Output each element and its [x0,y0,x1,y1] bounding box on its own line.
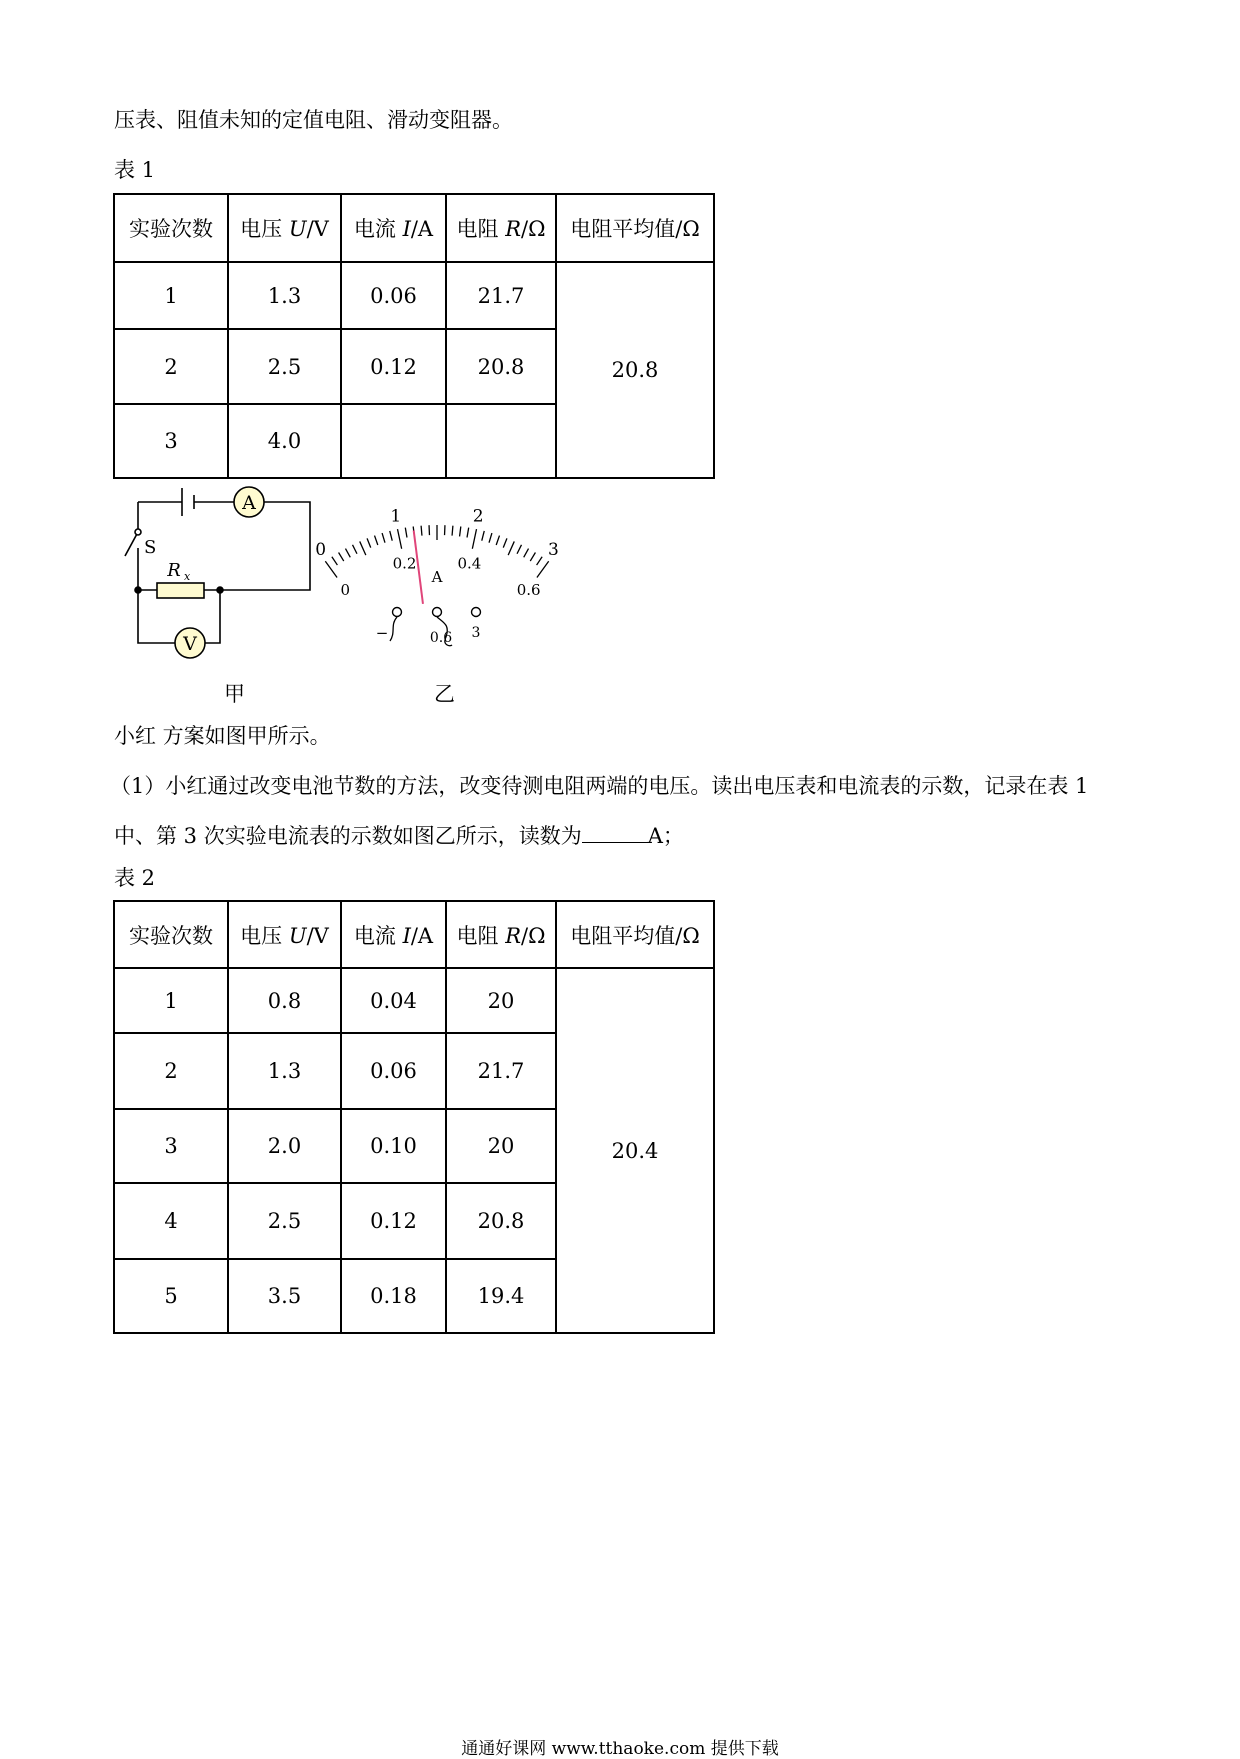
cell-current: 0.18 [341,1259,446,1333]
cell-trial: 1 [114,262,228,329]
cell-voltage: 1.3 [228,262,341,329]
resistor-label: R [166,560,181,581]
header-average: 电阻平均值/Ω [556,194,714,262]
dial-tick [405,528,407,538]
resistor-subscript: x [184,570,191,583]
circuit-diagram [100,480,330,660]
table-row [114,968,714,1033]
table-2 [113,900,715,1334]
dial-tick [489,533,492,543]
dial-tick [339,552,344,561]
header-current: 电流 I/A [341,901,446,968]
table1-header-row [114,194,714,262]
dial-tick [508,541,514,555]
cell-current [341,404,446,478]
cell-trial: 4 [114,1183,228,1259]
cell-trial: 3 [114,404,228,478]
paragraph-scheme: 小红 方案如图甲所示。 [114,726,331,747]
cell-voltage: 0.8 [228,968,341,1033]
dial-tick [482,531,484,541]
cell-average: 20.8 [556,262,714,478]
upper-scale-3: 3 [548,540,559,560]
dial-tick [332,557,338,565]
dial-tick [517,545,521,554]
cell-resistance: 19.4 [446,1259,556,1333]
header-voltage: 电压 U/V [228,194,341,262]
dial-tick [375,536,378,545]
dial-tick [353,545,357,554]
terminal-negative-label: − [376,624,389,642]
lower-scale-1: 0.2 [393,554,417,572]
dial-tick [537,557,543,565]
header-trial: 实验次数 [114,194,228,262]
switch-label: S [144,537,156,558]
cell-average: 20.4 [556,968,714,1333]
cell-trial: 3 [114,1109,228,1183]
dial-tick [537,561,549,577]
answer-blank[interactable] [582,824,648,843]
header-resistance: 电阻 R/Ω [446,901,556,968]
cell-trial: 1 [114,968,228,1033]
header-resistance: 电阻 R/Ω [446,194,556,262]
intro-line: 压表、阻值未知的定值电阻、滑动变阻器。 [114,110,513,131]
upper-scale-1: 1 [390,506,401,526]
cell-trial: 5 [114,1259,228,1333]
dial-tick [390,531,392,541]
lower-scale-0: 0 [341,581,351,599]
terminal-negative-icon [393,608,402,617]
dial-tick [382,533,385,543]
figure-yi-caption: 乙 [434,684,455,705]
figure-jia-caption: 甲 [224,684,245,705]
cell-resistance [446,404,556,478]
page-footer: 通通好课网 www.tthaoke.com 提供下载 [0,1734,1240,1759]
resistor-icon [157,583,204,598]
paragraph-question-1-cont: 中、第 3 次实验电流表的示数如图乙所示，读数为 A； [114,824,684,847]
paragraph-question-1: （1）小红通过改变电池节数的方法，改变待测电阻两端的电压。读出电压表和电流表的示数，记录在表 1 [110,776,1088,797]
upper-scale-0: 0 [315,540,326,560]
cell-resistance: 20 [446,1109,556,1183]
cell-voltage: 2.5 [228,1183,341,1259]
cell-resistance: 21.7 [446,1033,556,1109]
table-row [114,262,714,329]
voltmeter-label: V [182,633,197,655]
lower-scale-3: 0.6 [517,581,541,599]
cell-resistance: 20.8 [446,1183,556,1259]
dial-tick [472,529,476,549]
cell-voltage: 1.3 [228,1033,341,1109]
cell-voltage: 2.5 [228,329,341,404]
table1-caption: 表 1 [114,160,155,181]
dial-tick [467,528,469,538]
terminal-3-label: 3 [472,625,481,641]
cell-resistance: 20.8 [446,329,556,404]
dial-tick [530,552,535,561]
header-current: 电流 I/A [341,194,446,262]
dial-tick [452,526,453,536]
header-voltage: 电压 U/V [228,901,341,968]
cell-current: 0.12 [341,1183,446,1259]
cell-current: 0.06 [341,1033,446,1109]
dial-tick [325,561,337,577]
dial-unit: A [431,568,443,586]
dial-tick [397,529,401,549]
terminal-3-icon [472,608,481,617]
cell-resistance: 21.7 [446,262,556,329]
dial-tick [360,541,366,555]
dial-tick [345,549,350,558]
ammeter-dial [320,485,580,655]
cell-trial: 2 [114,1033,228,1109]
header-average: 电阻平均值/Ω [556,901,714,968]
cell-voltage: 3.5 [228,1259,341,1333]
cell-current: 0.12 [341,329,446,404]
table2-caption: 表 2 [114,868,155,889]
cell-current: 0.10 [341,1109,446,1183]
cell-voltage: 2.0 [228,1109,341,1183]
header-trial: 实验次数 [114,901,228,968]
dial-tick [496,536,499,545]
dial-tick [421,526,422,536]
ammeter-label: A [241,492,256,514]
upper-scale-2: 2 [473,506,484,526]
dial-tick [503,538,507,547]
table-1 [113,193,715,479]
cell-voltage: 4.0 [228,404,341,478]
dial-tick [367,538,371,547]
cell-resistance: 20 [446,968,556,1033]
cell-current: 0.04 [341,968,446,1033]
cell-trial: 2 [114,329,228,404]
dial-tick [524,549,529,558]
terminal-0-6-label: 0.6 [430,630,452,646]
cell-current: 0.06 [341,262,446,329]
table2-header-row [114,901,714,968]
terminal-0-6-icon [433,608,442,617]
lower-scale-2: 0.4 [458,554,482,572]
dial-tick [460,526,461,536]
